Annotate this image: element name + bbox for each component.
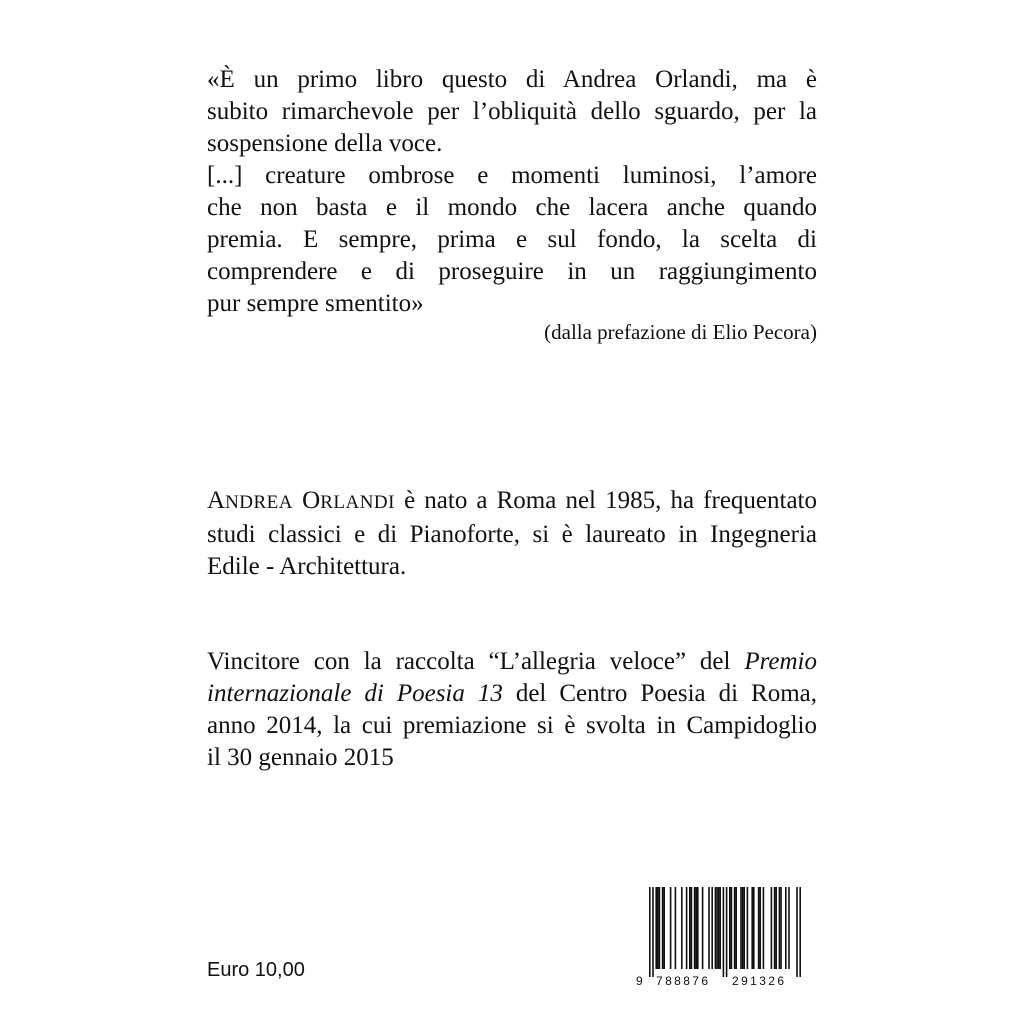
bio-line: studi classici e di Pianoforte, si è laureato in Ingegneria (207, 521, 817, 548)
award-title-italic: internazionale di Poesia 13 (207, 680, 503, 707)
barcode-bar (759, 887, 761, 969)
barcode-bar (670, 887, 672, 969)
barcode-bar (758, 887, 760, 969)
barcode-guard-bar (723, 887, 725, 977)
quote-line: «È un primo libro questo di Andrea Orlandi, ma è (207, 66, 817, 93)
award-line (207, 646, 817, 678)
award-line: anno 2014, la cui premiazione si è svolta in Campidoglio (207, 712, 817, 739)
preface-quote (207, 64, 817, 320)
barcode-bar (751, 887, 753, 969)
barcode-bar (774, 887, 776, 969)
barcode-first-digit: 9 (636, 974, 643, 988)
barcode-bar (708, 887, 710, 969)
barcode-digits (636, 973, 808, 989)
barcode-bar (697, 887, 699, 969)
barcode-bar (731, 887, 733, 969)
barcode-guard-bar (799, 887, 801, 977)
quote-line: [...] creature ombrose e momenti luminosi, l’amore (207, 162, 817, 189)
barcode-bar (694, 887, 696, 969)
quote-line: premia. E sempre, prima e sul fondo, la scelta di (207, 226, 817, 253)
award-title-italic: Premio (744, 648, 817, 675)
author-surname-initial: O (302, 487, 321, 514)
award-note (207, 646, 817, 774)
author-name-initial: A (207, 487, 226, 514)
author-surname-smallcaps: RLANDI (320, 492, 395, 513)
barcode-bar (729, 887, 731, 969)
barcode-bar (742, 887, 744, 969)
bio-line: Edile - Architettura. (207, 553, 407, 580)
barcode-bar (719, 887, 721, 969)
quote-line: subito rimarchevole per l’obliquità dello sguardo, per la (207, 98, 817, 125)
barcode-bar (763, 887, 765, 969)
author-name-smallcaps: NDREA (225, 492, 294, 513)
barcode-bar (716, 887, 718, 969)
barcode-bar (771, 887, 773, 969)
award-text: Vincitore con la raccolta “L’allegria veloce” del (207, 648, 745, 675)
barcode-bar (702, 887, 704, 969)
barcode-bar (743, 887, 745, 969)
barcode-bar (695, 887, 697, 969)
barcode-guard-bar (649, 887, 651, 977)
isbn-barcode (636, 887, 808, 993)
bio-text: è nato a Roma nel 1985, ha frequentato (394, 487, 817, 514)
barcode-bar (775, 887, 777, 969)
barcode-bar (659, 887, 661, 969)
bio-line (207, 485, 817, 519)
barcode-guard-bar (726, 887, 728, 977)
quote-line: sospensione della voce. (207, 130, 443, 157)
barcode-bar (780, 887, 782, 969)
barcode-bar (740, 887, 742, 969)
barcode-bars (636, 887, 808, 977)
quote-line: pur sempre smentito» (207, 290, 424, 317)
quote-line: che non basta e il mondo che lacera anche quando (207, 194, 817, 221)
barcode-left-group: 788876 (656, 974, 711, 988)
barcode-bar (747, 887, 749, 969)
barcode-bar (686, 887, 688, 969)
barcode-bar (779, 887, 781, 969)
barcode-bar (675, 887, 677, 969)
barcode-bar (715, 887, 717, 969)
barcode-bar (735, 887, 737, 969)
barcode-guard-bar (652, 887, 654, 977)
barcode-bar (711, 887, 713, 969)
quote-attribution: (dalla prefazione di Elio Pecora) (544, 320, 817, 344)
barcode-bar (788, 887, 790, 969)
barcode-bar (662, 887, 664, 969)
author-bio (207, 485, 817, 583)
award-text: del Centro Poesia di Roma, (502, 680, 817, 707)
barcode-bar (753, 887, 755, 969)
barcode-bar (655, 887, 657, 969)
barcode-bar (691, 887, 693, 969)
quote-line: comprendere e di proseguire in un raggiungimento (207, 258, 817, 285)
barcode-bar (663, 887, 665, 969)
price-label: Euro 10,00 (207, 959, 305, 981)
barcode-bar (681, 887, 683, 969)
barcode-guard-bar (796, 887, 798, 977)
barcode-bar (657, 887, 659, 969)
barcode-bar (689, 887, 691, 969)
barcode-bar (785, 887, 787, 969)
barcode-bar (718, 887, 720, 969)
award-line: il 30 gennaio 2015 (207, 744, 394, 771)
barcode-right-group: 291326 (732, 974, 787, 988)
award-line (207, 678, 817, 710)
barcode-bar (734, 887, 736, 969)
